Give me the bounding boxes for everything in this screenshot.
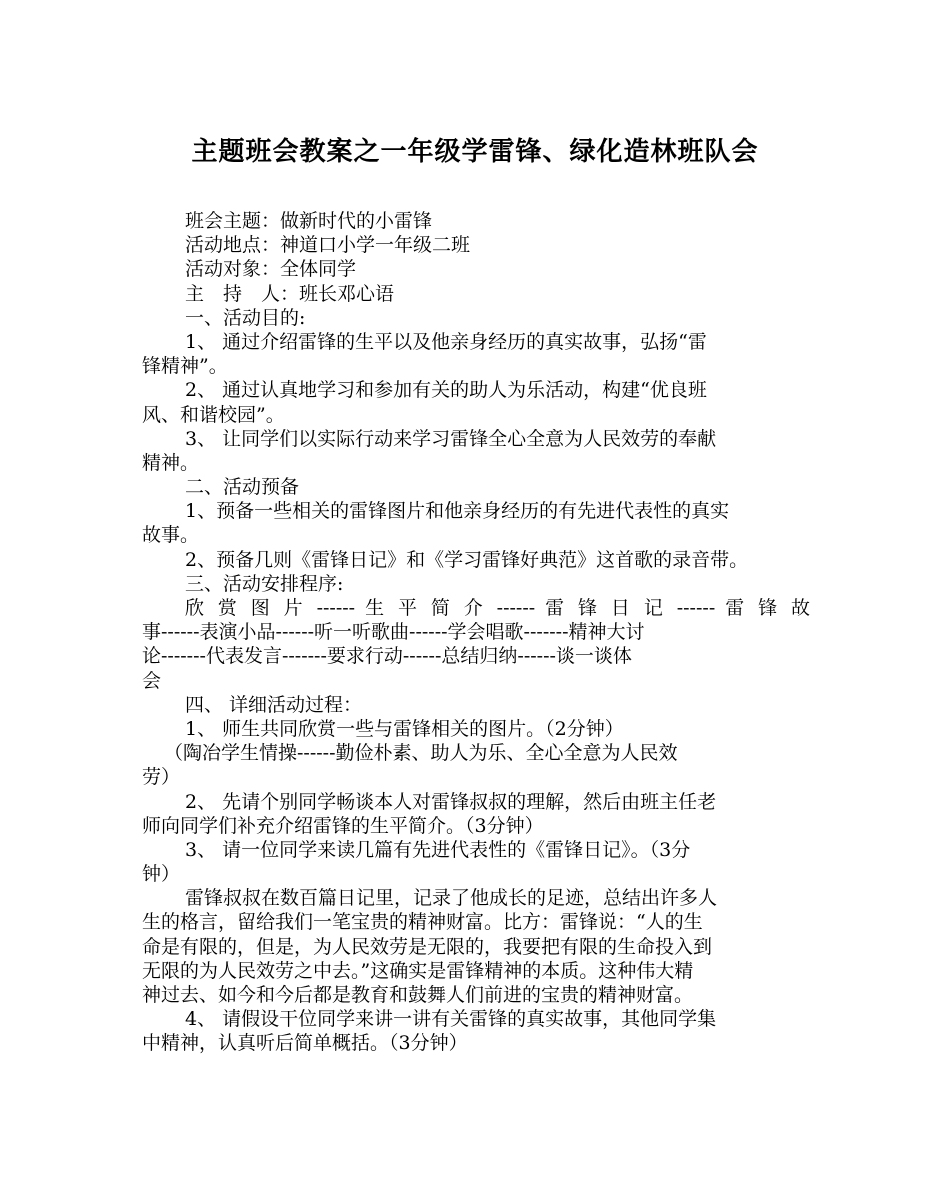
text-line: 会	[142, 669, 162, 692]
text-line: 三、活动安排程序:	[185, 572, 344, 595]
text-line: 1、 通过介绍雷锋的生平以及他亲身经历的真实故事，弘扬“雷	[185, 330, 707, 353]
text-line: 1、 师生共同欣赏一些与雷锋相关的图片。（2分钟）	[185, 717, 624, 740]
text-line: 3、 请一位同学来读几篇有先进代表性的《雷锋日记》。（3分	[185, 838, 691, 861]
document-body	[142, 209, 810, 1056]
text-line: 3、 让同学们以实际行动来学习雷锋全心全意为人民效劳的奉献	[185, 427, 717, 450]
text-line: 劳）	[142, 766, 181, 789]
text-line: 4、 请假设干位同学来讲一讲有关雷锋的真实故事，其他同学集	[185, 1008, 717, 1031]
text-line: 四、 详细活动过程：	[185, 693, 363, 716]
text-line: 事------表演小品------听一听歌曲------学会唱歌-------精神大讨	[142, 621, 645, 644]
text-line: 活动对象：全体同学	[185, 258, 357, 281]
text-line: （陶冶学生情操------勤俭朴素、助人为乐、全心全意为人民效	[164, 742, 678, 765]
text-line: 主 持 人：班长邓心语	[185, 282, 395, 305]
text-line: 论-------代表发言-------要求行动------总结归纳------谈一谈体	[142, 645, 632, 668]
text-line: 欣 赏 图 片 ------ 生 平 简 介 ------ 雷 锋 日 记 ------ 雷 锋 故	[185, 597, 810, 619]
text-line: 师向同学们补充介绍雷锋的生平简介。（3分钟）	[142, 814, 544, 837]
text-line: 神过去、如今和今后都是教育和鼓舞人们前进的宝贵的精神财富。	[142, 984, 694, 1006]
text-line: 二、活动预备	[185, 476, 300, 499]
text-line: 活动地点：神道口小学一年级二班	[185, 234, 471, 257]
text-line: 2、 通过认真地学习和参加有关的助人为乐活动，构建“优良班	[185, 379, 707, 402]
text-line: 一、活动目的:	[185, 306, 306, 329]
text-line: 命是有限的，但是，为人民效劳是无限的，我要把有限的生命投入到	[142, 935, 713, 958]
text-line: 钟）	[142, 863, 181, 886]
text-line: 风、和谐校园”。	[142, 403, 285, 426]
text-line: 雷锋叔叔在数百篇日记里，记录了他成长的足迹，总结出许多人	[185, 887, 718, 910]
text-line: 2、预备几则《雷锋日记》和《学习雷锋好典范》这首歌的录音带。	[185, 548, 749, 571]
text-line: 故事。	[142, 524, 200, 547]
text-line: 无限的为人民效劳之中去。”这确实是雷锋精神的本质。这种伟大精	[142, 959, 694, 982]
text-line: 精神。	[142, 451, 200, 474]
text-line: 1、预备一些相关的雷锋图片和他亲身经历的有先进代表性的真实	[185, 500, 730, 523]
text-line: 生的格言，留给我们一笔宝贵的精神财富。比方：雷锋说：“人的生	[142, 911, 703, 934]
text-line: 中精神，认真听后简单概括。（3分钟）	[142, 1032, 468, 1055]
text-line: 班会主题：做新时代的小雷锋	[185, 210, 433, 232]
document-title: 主题班会教案之一年级学雷锋、绿化造林班队会	[191, 137, 759, 167]
text-line: 锋精神”。	[142, 355, 228, 378]
text-line: 2、 先请个别同学畅谈本人对雷锋叔叔的理解，然后由班主任老	[185, 790, 717, 813]
